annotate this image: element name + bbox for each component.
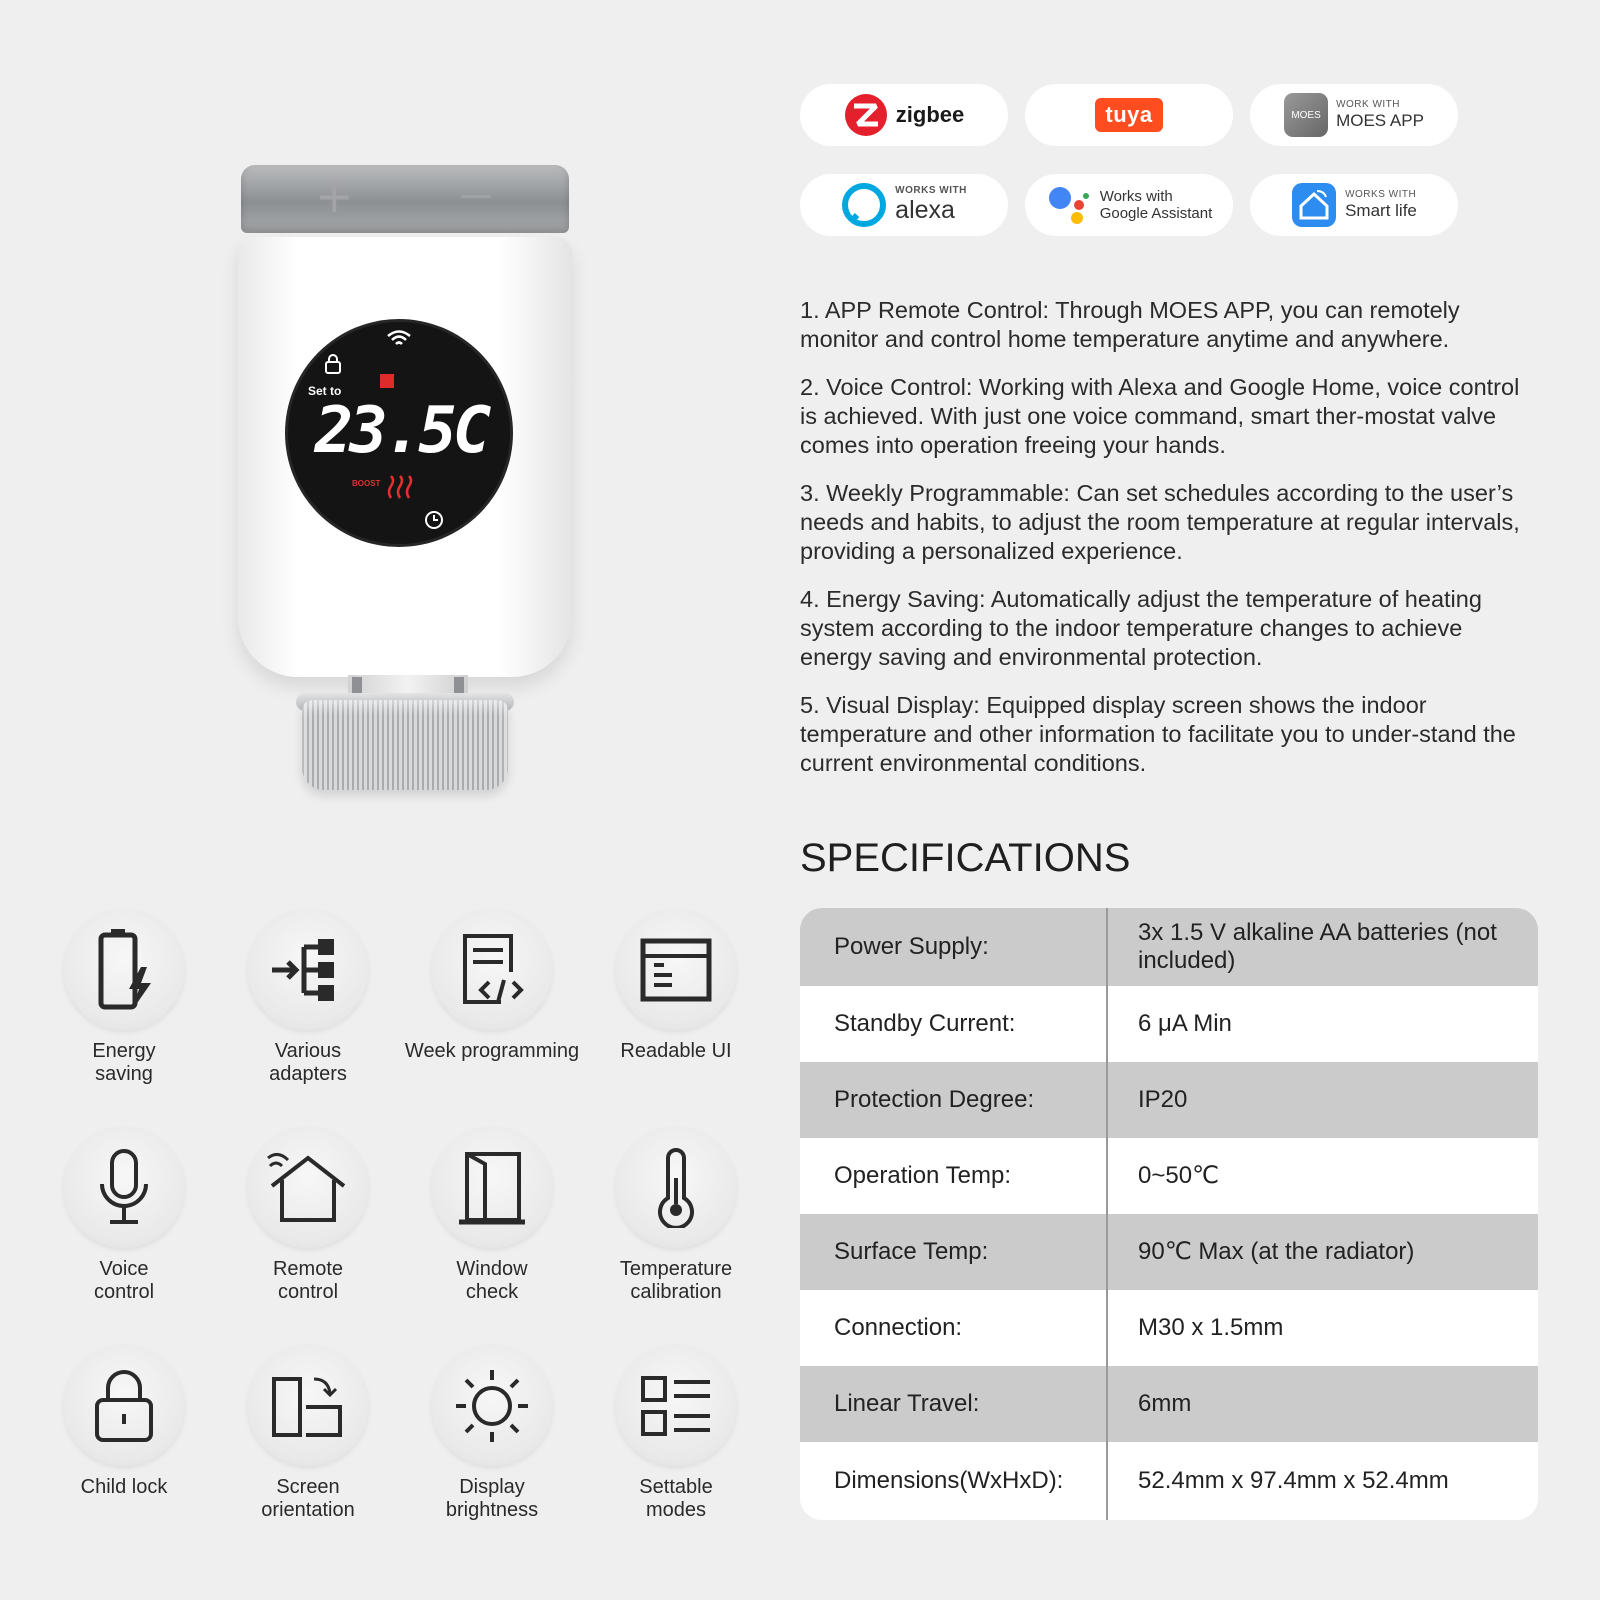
thermometer-icon — [651, 1148, 701, 1228]
moes-big-label: MOES APP — [1336, 110, 1424, 130]
thermostat-product-image — [238, 165, 572, 790]
spec-value: 52.4mm x 97.4mm x 52.4mm — [1106, 1442, 1538, 1520]
smart-small-label: WORKS WITH — [1345, 189, 1417, 201]
feature-description-list — [800, 296, 1540, 797]
feature-icon-circle — [432, 1346, 552, 1466]
minus-icon — [461, 195, 491, 198]
feature-energy-saving — [32, 910, 216, 1086]
device-mounting-nut — [302, 700, 508, 790]
feature-label: Remote control — [272, 1258, 344, 1303]
alexa-logo-icon — [841, 182, 887, 228]
feature-label: Window check — [456, 1258, 528, 1303]
display-set-label: Set to — [308, 384, 342, 398]
spec-value: 0~50℃ — [1106, 1138, 1538, 1214]
spec-row — [800, 1290, 1538, 1366]
feature-child-lock — [32, 1346, 216, 1499]
feature-paragraph: 3. Weekly Programmable: Can set schedules according to the user’s needs and habits, to adjust the room temperature at regular intervals, providing a personalized experience. — [800, 480, 1520, 564]
feature-icon-circle — [64, 1128, 184, 1248]
feature-readable-ui — [584, 910, 768, 1063]
feature-icon-circle — [432, 910, 552, 1030]
feature-icon-circle — [432, 1128, 552, 1248]
feature-icon-circle — [64, 1346, 184, 1466]
moes-logo-icon — [1284, 93, 1328, 137]
feature-various-adapters — [216, 910, 400, 1086]
spec-key: Dimensions(WxHxD): — [834, 1467, 1064, 1494]
feature-paragraph: 1. APP Remote Control: Through MOES APP, you can remotely monitor and control home temperature anytime and anywhere. — [800, 297, 1460, 352]
spec-row — [800, 1442, 1538, 1520]
alexa-big-label: alexa — [895, 196, 955, 225]
feature-icon-circle — [616, 910, 736, 1030]
wifi-icon — [386, 328, 412, 348]
feature-icon-circle — [64, 910, 184, 1030]
adapters-icon — [268, 935, 348, 1005]
rotate-screen-icon — [270, 1373, 346, 1439]
feature-icon-circle — [248, 1128, 368, 1248]
zigbee-badge — [800, 84, 1008, 146]
spec-value: 6 μA Min — [1106, 986, 1538, 1062]
feature-label: Temperature calibration — [619, 1258, 733, 1303]
specifications-table — [800, 908, 1538, 1520]
spec-key: Protection Degree: — [834, 1086, 1035, 1113]
tuya-badge — [1025, 84, 1233, 146]
moes-app-badge — [1250, 84, 1458, 146]
lock-icon — [324, 354, 342, 374]
feature-paragraph: 2. Voice Control: Working with Alexa and Google Home, voice control is achieved. With just one voice command, smart ther-mostat valve comes into operation freeing your hands. — [800, 374, 1520, 458]
feature-week-programming — [400, 910, 584, 1063]
feature-label: Child lock — [80, 1476, 168, 1498]
google-line2: Google Assistant — [1099, 205, 1213, 222]
window-open-icon — [380, 374, 394, 388]
feature-voice-control — [32, 1128, 216, 1304]
feature-screen-orientation — [216, 1346, 400, 1522]
google-assistant-badge — [1025, 174, 1233, 236]
device-display — [288, 322, 510, 544]
spec-row — [800, 908, 1538, 986]
feature-settable-modes — [584, 1346, 768, 1522]
smart-big-label: Smart life — [1345, 200, 1417, 220]
device-body — [238, 237, 572, 677]
zigbee-logo-icon — [844, 93, 888, 137]
feature-icon-circle — [248, 1346, 368, 1466]
spec-key: Power Supply: — [834, 933, 989, 960]
feature-label: Various adapters — [269, 1040, 347, 1085]
boost-label: BOOST — [352, 479, 381, 488]
feature-paragraph: 5. Visual Display: Equipped display screen shows the indoor temperature and other information to facilitate you to under-stand the current environmental conditions. — [800, 692, 1516, 776]
alexa-badge — [800, 174, 1008, 236]
feature-label: Display brightness — [445, 1476, 539, 1521]
feature-icon-circle — [248, 910, 368, 1030]
feature-label: Energy saving — [92, 1040, 156, 1085]
heating-icon — [386, 474, 414, 500]
spec-row — [800, 1214, 1538, 1290]
spec-value: M30 x 1.5mm — [1106, 1290, 1538, 1366]
spec-key: Linear Travel: — [834, 1390, 980, 1417]
display-temperature: 23.5C — [314, 394, 488, 468]
spec-value: IP20 — [1106, 1062, 1538, 1138]
zigbee-label: zigbee — [895, 102, 965, 127]
spec-key: Connection: — [834, 1314, 963, 1341]
smart-life-icon — [1291, 182, 1337, 228]
feature-label: Screen orientation — [261, 1476, 355, 1521]
spec-row — [800, 986, 1538, 1062]
feature-icon-circle — [616, 1128, 736, 1248]
feature-label: Voice control — [93, 1258, 155, 1303]
window-door-icon — [455, 1150, 529, 1226]
spec-key: Operation Temp: — [834, 1162, 1011, 1189]
moes-small-label: WORK WITH — [1336, 99, 1400, 111]
smart-life-badge — [1250, 174, 1458, 236]
spec-row — [800, 1062, 1538, 1138]
feature-paragraph: 4. Energy Saving: Automatically adjust the temperature of heating system according to the indoor temperature changes to achieve energy saving and environmental protection. — [800, 586, 1482, 670]
feature-label: Week programming — [404, 1040, 580, 1062]
spec-row — [800, 1366, 1538, 1442]
spec-value: 6mm — [1106, 1366, 1538, 1442]
code-document-icon — [457, 932, 527, 1008]
specifications-heading: SPECIFICATIONS — [800, 836, 1131, 880]
spec-row — [800, 1138, 1538, 1214]
feature-window-check — [400, 1128, 584, 1304]
spec-key: Surface Temp: — [834, 1238, 989, 1265]
feature-temperature-calibration — [584, 1128, 768, 1304]
ui-window-icon — [640, 938, 712, 1002]
sun-icon — [454, 1368, 530, 1444]
plus-icon: + — [315, 169, 354, 223]
clock-icon — [424, 510, 444, 530]
spec-value: 90℃ Max (at the radiator) — [1106, 1214, 1538, 1290]
modes-list-icon — [640, 1374, 712, 1438]
microphone-icon — [94, 1148, 154, 1228]
remote-home-icon — [266, 1152, 350, 1224]
feature-display-brightness — [400, 1346, 584, 1522]
padlock-icon — [92, 1368, 156, 1444]
moes-logo-text: MOES — [1291, 109, 1321, 121]
google-assistant-icon — [1046, 182, 1092, 228]
spec-key: Standby Current: — [834, 1010, 1016, 1037]
feature-icon-circle — [616, 1346, 736, 1466]
tuya-logo: tuya — [1095, 98, 1162, 132]
feature-remote-control — [216, 1128, 400, 1304]
spec-value: 3x 1.5 V alkaline AA batteries (not included) — [1106, 908, 1538, 986]
alexa-small-label: WORKS WITH — [895, 184, 967, 196]
device-control-cap — [241, 165, 569, 233]
battery-icon — [89, 927, 159, 1013]
google-line1: Works with — [1099, 187, 1173, 205]
feature-label: Readable UI — [620, 1040, 732, 1062]
feature-label: Settable modes — [639, 1476, 713, 1521]
